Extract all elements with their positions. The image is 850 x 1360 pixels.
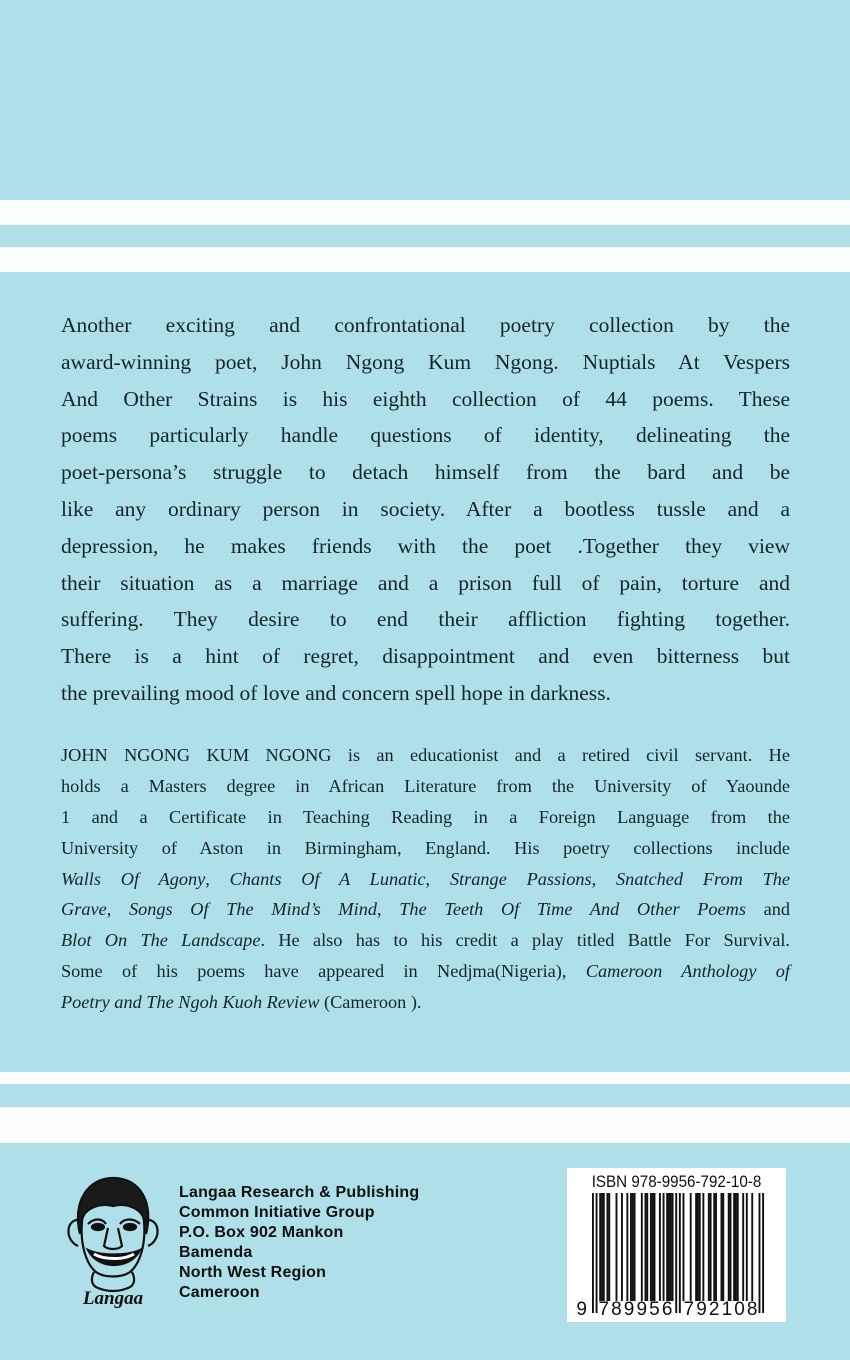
barcode-bar [746, 1193, 748, 1301]
book-title: Songs Of The Mind’s Mind [128, 899, 378, 920]
blurb-line: the prevailing mood of love and concern spell hope in darkness. [61, 680, 611, 705]
book-title: Strange Passions [449, 868, 592, 889]
bottom-stripe-2 [0, 1107, 850, 1143]
barcode-bar [675, 1193, 677, 1313]
barcode-bar [599, 1193, 601, 1301]
blurb-line: poet-persona’s struggle to detach himself from the bard and be [61, 460, 790, 485]
barcode-bar [715, 1193, 717, 1301]
bio-line [61, 894, 790, 925]
blurb-line: There is a hint of regret, disappointment and even bitterness but [61, 644, 790, 669]
blurb-line: their situation as a marriage and a prison full of pain, torture and [61, 570, 790, 595]
blurb-paragraph [61, 307, 790, 712]
publisher-line: Bamenda [179, 1244, 253, 1261]
barcode-bar [644, 1193, 646, 1301]
barcode-digits: 9 [576, 1299, 587, 1320]
barcode-bar [733, 1193, 735, 1301]
barcode-bar [672, 1193, 674, 1301]
barcode-bar [646, 1193, 648, 1301]
barcode-bar [641, 1193, 643, 1301]
bio-text: 1 and a Certificate in Teaching Reading in a Foreign Language from the [61, 806, 790, 827]
barcode-bar [737, 1193, 739, 1301]
barcode-bar [695, 1193, 697, 1301]
barcode-bar [730, 1193, 732, 1301]
barcode-bar [683, 1193, 685, 1301]
barcode-digits: 789956 [598, 1299, 673, 1320]
bio-text: (Cameroon ). [319, 992, 422, 1013]
barcode-bar [742, 1193, 744, 1301]
barcode-bar [722, 1193, 724, 1301]
barcode-bar [606, 1193, 608, 1301]
bio-text: , [425, 868, 450, 889]
bio-text: Some of his poems have appeared in Nedjma(Nigeria), [61, 961, 586, 982]
barcode-bar [596, 1193, 598, 1313]
barcode-bar [659, 1193, 661, 1301]
bio-line [61, 925, 790, 956]
publisher-line: Langaa Research & Publishing [179, 1184, 420, 1201]
top-stripe-1 [0, 200, 850, 225]
barcode-bar [762, 1193, 764, 1313]
bio-line [61, 987, 790, 1018]
bio-text: , [591, 868, 617, 889]
barcode-bar [728, 1193, 730, 1301]
book-title: Blot On The Landscape [61, 930, 261, 951]
barcode-bar [630, 1193, 632, 1301]
barcode-bar [652, 1193, 654, 1301]
bio-text: holds a Masters degree in African Literature from the University of Yaounde [61, 775, 790, 796]
blurb-line: like any ordinary person in society. After a bootless tussle and a [61, 496, 790, 521]
publisher-line: North West Region [179, 1264, 327, 1281]
barcode-bar [616, 1193, 618, 1301]
isbn-barcode [567, 1168, 786, 1322]
bio-line [61, 740, 790, 771]
blurb-line: Another exciting and confrontational poetry collection by the [61, 313, 790, 337]
bio-text: , [106, 899, 129, 920]
barcode-bar [670, 1193, 672, 1301]
barcode-bar [751, 1193, 753, 1301]
barcode-bar [592, 1193, 594, 1313]
book-title: Poetry and The Ngoh Kuoh Review [61, 992, 320, 1013]
barcode-bar [603, 1193, 605, 1301]
barcode-bar [666, 1193, 668, 1301]
bio-line [61, 802, 790, 833]
book-title: Chants Of A Lunatic [229, 868, 426, 889]
barcode-bar [699, 1193, 701, 1301]
barcode-bar [721, 1193, 723, 1301]
barcode-bar [735, 1193, 737, 1301]
barcode-bar [663, 1193, 665, 1301]
isbn-label: ISBN 978-9956-792-10-8 [591, 1173, 762, 1191]
author-bio-paragraph [61, 740, 790, 1018]
barcode-bar [601, 1193, 603, 1301]
publisher-line: Cameroon [179, 1284, 260, 1301]
barcode-bar [632, 1193, 634, 1301]
blurb-line: And Other Strains is his eighth collection of 44 poems. These [61, 386, 790, 411]
barcode-digits: 792108 [683, 1299, 758, 1320]
bio-text: JOHN NGONG KUM NGONG is an educationist and a retired civil servant. He [61, 745, 790, 765]
book-title: Snatched From The [616, 868, 791, 889]
barcode-bar [708, 1193, 710, 1301]
book-title: Cameroon Anthology of [585, 961, 790, 982]
blurb-line: suffering. They desire to end their affliction fighting together. [61, 607, 790, 632]
barcode-bar [710, 1193, 712, 1301]
book-title: Walls Of Agony [61, 868, 206, 889]
barcode-bar [626, 1193, 628, 1301]
barcode-bar [650, 1193, 652, 1301]
blurb-line: award-winning poet, John Ngong Kum Ngong. Nuptials At Vespers [61, 349, 790, 374]
barcode-bar [679, 1193, 681, 1313]
publisher-address [179, 1183, 419, 1303]
blurb-line: depression, he makes friends with the poet .Together they view [61, 533, 790, 558]
langaa-logo [58, 1172, 168, 1308]
bio-text: , [377, 899, 400, 920]
book-title: The Teeth Of Time And Other Poems [399, 899, 746, 920]
bio-text: and [745, 899, 791, 920]
barcode-bar [608, 1193, 610, 1301]
barcode-bar [621, 1193, 623, 1301]
publisher-line: Common Initiative Group [179, 1204, 375, 1221]
bio-line [61, 833, 790, 864]
top-stripe-2 [0, 247, 850, 272]
bio-text: . He also has to his credit a play titled Battle For Survival. [260, 930, 790, 951]
bio-text: University of Aston in Birmingham, England. His poetry collections include [61, 837, 790, 858]
publisher-line: P.O. Box 902 Mankon [179, 1224, 344, 1241]
blurb-line: poems particularly handle questions of identity, delineating the [61, 423, 790, 448]
bio-line [61, 771, 790, 802]
bottom-stripe-1 [0, 1072, 850, 1084]
logo-text: Langaa [82, 1288, 144, 1308]
barcode-bar [690, 1193, 692, 1301]
barcode-bar [654, 1193, 656, 1301]
bio-text: , [205, 868, 230, 889]
barcode-bar [713, 1193, 715, 1301]
barcode-bar [668, 1193, 670, 1301]
barcode-bar [634, 1193, 636, 1301]
barcode-bar [697, 1193, 699, 1301]
bio-line [61, 864, 790, 895]
book-title: Grave [61, 899, 107, 920]
barcode-bar [702, 1193, 704, 1301]
bio-line [61, 956, 790, 987]
barcode-bar [759, 1193, 761, 1313]
